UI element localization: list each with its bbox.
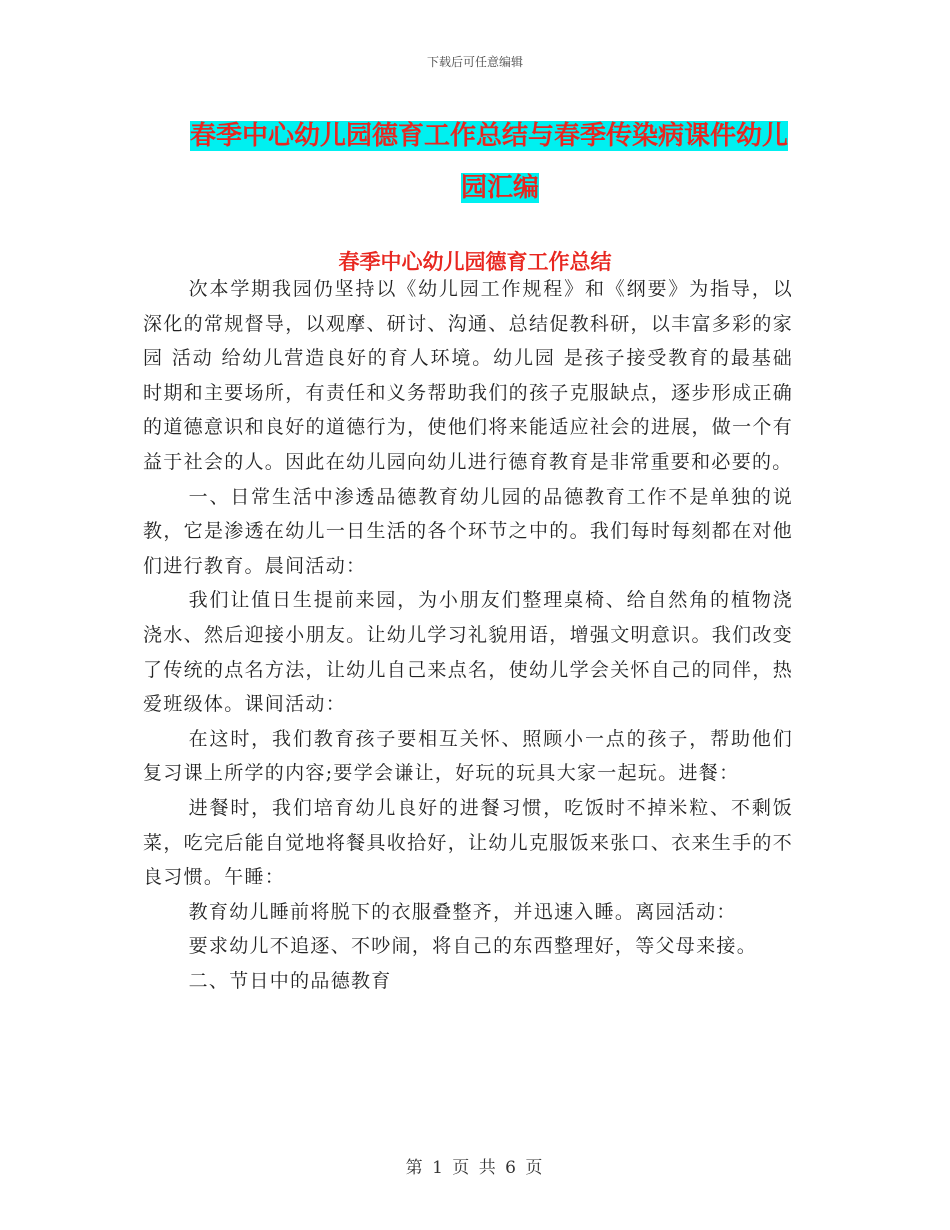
document-title-line-2 (190, 162, 810, 214)
document-title (190, 110, 810, 214)
paragraph: 二、节日中的品德教育 (188, 969, 392, 992)
page-footer-page-number: 第 1 页 共 6 页 (405, 1158, 545, 1178)
document-title-line-1 (190, 110, 810, 162)
paragraph: 一、日常生活中渗透品德教育幼儿园的品德教育工作不是单独的说教，它是渗透在幼儿一日生活的各个环节之中的。我们每时每刻都在对他们进行教育。晨间活动： (143, 485, 793, 577)
document-title-line-1-text: 春季中心幼儿园德育工作总结与春季传染病课件幼儿 (190, 121, 789, 151)
paragraph: 教育幼儿睡前将脱下的衣服叠整齐，并迅速入睡。离园活动： (188, 900, 737, 923)
page-header-note: 下载后可任意编辑 (426, 55, 523, 69)
paragraph: 次本学期我园仍坚持以《幼儿园工作规程》和《纲要》为指导，以深化的常规督导，以观摩、研讨、沟通、总结促教科研，以丰富多彩的家园 活动 给幼儿营造良好的育人环境。幼儿园 是孩子接受教育的最基础时期和主要场所，有责任和义务帮助我们的孩子克服缺点，逐步形成正确的道德意识和良好的道德行为，使他们将来能适应社会的进展，做一个有益于社会的人。因此在幼儿园向幼儿进行德育教育是非常重要和必要的。 (143, 278, 793, 473)
document-body (143, 272, 793, 998)
paragraph: 进餐时，我们培育幼儿良好的进餐习惯，吃饭时不掉米粒、不剩饭菜，吃完后能自觉地将餐具收拾好，让幼儿克服饭来张口、衣来生手的不良习惯。午睡： (143, 796, 793, 889)
paragraph: 在这时，我们教育孩子要相互关怀、照顾小一点的孩子，帮助他们复习课上所学的内容;要学会谦让，好玩的玩具大家一起玩。进餐： (143, 727, 793, 785)
paragraph: 我们让值日生提前来园，为小朋友们整理桌椅、给自然角的植物浇浇水、然后迎接小朋友。让幼儿学习礼貌用语，增强文明意识。我们改变了传统的点名方法，让幼儿自己来点名，使幼儿学会关怀自己的同伴，热爱班级体。课间活动： (143, 589, 793, 716)
section-title: 春季中心幼儿园德育工作总结 (338, 250, 612, 274)
document-title-line-2-text: 园汇编 (460, 173, 539, 203)
paragraph: 要求幼儿不追逐、不吵闹，将自己的东西整理好，等父母来接。 (188, 935, 757, 958)
